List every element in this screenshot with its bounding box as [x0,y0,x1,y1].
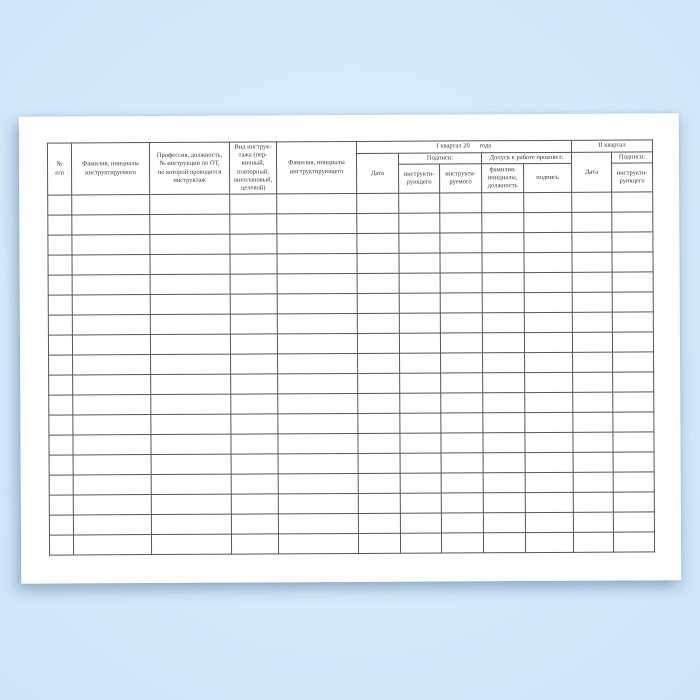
empty-cell [400,373,441,393]
empty-cell [573,452,613,472]
empty-cell [524,192,572,212]
empty-cell [73,355,151,375]
empty-cell [399,313,440,333]
empty-cell [150,294,230,314]
empty-cell [49,475,73,495]
empty-cell [483,473,525,493]
empty-cell [525,512,573,532]
empty-cell [151,374,231,394]
empty-cell [73,475,151,495]
empty-cell [277,294,357,314]
empty-cell [72,195,150,215]
empty-cell [440,213,482,233]
table-row [49,532,654,555]
empty-cell [482,333,524,353]
empty-cell [151,354,231,374]
empty-cell [613,392,654,412]
empty-cell [231,494,278,514]
empty-cell [151,434,231,454]
empty-cell [524,332,572,352]
empty-cell [399,273,440,293]
empty-cell [73,535,151,555]
empty-cell [231,534,278,554]
empty-cell [573,372,613,392]
instruction-log-table [47,139,655,555]
empty-cell [613,452,654,472]
header-work-admission: Допуск к работе произвел: [481,152,571,164]
empty-cell [440,193,482,213]
header-quarter-2: II квартал [571,140,652,152]
empty-cell [357,253,399,273]
empty-cell [573,532,613,552]
empty-cell [150,254,230,274]
empty-cell [482,253,524,273]
empty-cell [573,512,613,532]
empty-cell [612,252,653,272]
empty-cell [230,274,277,294]
empty-cell [400,493,441,513]
empty-cell [483,453,525,473]
empty-cell [440,253,482,273]
empty-cell [525,412,573,432]
empty-cell [48,295,72,315]
empty-cell [278,454,358,474]
empty-cell [49,495,73,515]
empty-cell [572,252,612,272]
empty-cell [358,533,400,553]
empty-cell [613,432,654,452]
empty-cell [231,414,278,434]
empty-cell [482,193,524,213]
journal-body [48,192,655,555]
empty-cell [441,393,483,413]
empty-cell [483,353,525,373]
empty-cell [440,313,482,333]
empty-cell [151,514,231,534]
empty-cell [278,494,358,514]
empty-cell [525,372,573,392]
empty-cell [613,352,654,372]
empty-cell [612,312,653,332]
empty-cell [357,333,399,353]
empty-cell [72,255,150,275]
empty-cell [151,414,231,434]
empty-cell [357,193,399,213]
empty-cell [72,235,150,255]
empty-cell [358,393,400,413]
empty-cell [48,215,72,235]
empty-cell [278,394,358,414]
empty-cell [49,375,73,395]
empty-cell [482,213,524,233]
empty-cell [231,454,278,474]
empty-cell [277,334,357,354]
header-date-q2: Дата [571,152,611,192]
journal-page [19,113,681,583]
empty-cell [357,213,399,233]
header-row-number: № п/п [47,143,71,195]
empty-cell [49,435,73,455]
empty-cell [400,453,441,473]
empty-cell [150,214,230,234]
header-date-q1: Дата [356,153,398,193]
empty-cell [613,532,654,552]
empty-cell [524,212,572,232]
empty-cell [525,492,573,512]
empty-cell [151,474,231,494]
empty-cell [400,513,441,533]
empty-cell [524,232,572,252]
empty-cell [483,533,525,553]
empty-cell [525,472,573,492]
empty-cell [399,333,440,353]
empty-cell [358,353,400,373]
empty-cell [524,252,572,272]
empty-cell [358,413,400,433]
empty-cell [230,314,277,334]
empty-cell [231,374,278,394]
empty-cell [278,534,358,554]
empty-cell [278,354,358,374]
empty-cell [72,335,150,355]
empty-cell [358,493,400,513]
empty-cell [612,272,653,292]
empty-cell [73,395,151,415]
empty-cell [277,214,357,234]
empty-cell [441,513,483,533]
empty-cell [72,295,150,315]
empty-cell [613,492,654,512]
header-instructor-name: Фамилия, инициалы инструктирующего [276,141,356,194]
empty-cell [612,232,653,252]
empty-cell [48,335,72,355]
empty-cell [441,453,483,473]
empty-cell [277,274,357,294]
empty-cell [482,233,524,253]
empty-cell [277,194,357,214]
empty-cell [49,535,73,555]
empty-cell [613,372,654,392]
empty-cell [573,412,613,432]
header-signature-instructed: инструкти- руемого [440,164,482,193]
empty-cell [278,374,358,394]
empty-cell [277,254,357,274]
empty-cell [231,514,278,534]
empty-cell [399,293,440,313]
empty-cell [524,312,572,332]
empty-cell [525,432,573,452]
empty-cell [49,355,73,375]
empty-cell [358,373,400,393]
empty-cell [482,293,524,313]
empty-cell [48,195,72,215]
empty-cell [278,414,358,434]
empty-cell [399,193,440,213]
empty-cell [230,334,277,354]
empty-cell [231,434,278,454]
empty-cell [440,273,482,293]
empty-cell [524,292,572,312]
header-instruction-type: Вид инструк- тажа (пер- вичный, повторный, внеплановый, целевой) [229,142,276,194]
header-signature-instructor-q2: инструкти- рующего [612,163,653,192]
empty-cell [277,234,357,254]
empty-cell [612,192,653,212]
empty-cell [483,393,525,413]
empty-cell [357,233,399,253]
empty-cell [441,493,483,513]
empty-cell [357,313,399,333]
empty-cell [573,392,613,412]
empty-cell [572,312,612,332]
empty-cell [48,255,72,275]
empty-cell [525,352,573,372]
empty-cell [278,514,358,534]
header-quarter-1: I квартал 20 года [356,140,571,153]
empty-cell [441,373,483,393]
empty-cell [150,194,230,214]
empty-cell [49,515,73,535]
empty-cell [573,492,613,512]
empty-cell [399,233,440,253]
empty-cell [524,272,572,292]
empty-cell [230,214,277,234]
empty-cell [613,412,654,432]
empty-cell [278,434,358,454]
empty-cell [49,455,73,475]
empty-cell [573,352,613,372]
empty-cell [72,275,150,295]
empty-cell [278,474,358,494]
empty-cell [48,315,72,335]
empty-cell [612,292,653,312]
empty-cell [440,333,482,353]
empty-cell [230,254,277,274]
empty-cell [440,293,482,313]
table-header [47,140,652,195]
empty-cell [399,253,440,273]
empty-cell [483,513,525,533]
empty-cell [400,473,441,493]
empty-cell [150,274,230,294]
empty-cell [572,192,612,212]
empty-cell [613,512,654,532]
empty-cell [277,314,357,334]
empty-cell [572,232,612,252]
empty-cell [441,433,483,453]
empty-cell [358,433,400,453]
empty-cell [48,235,72,255]
empty-cell [358,453,400,473]
empty-cell [151,494,231,514]
empty-cell [525,392,573,412]
empty-cell [49,415,73,435]
header-signatures-q2: Подписи: [611,152,652,163]
empty-cell [573,432,613,452]
empty-cell [357,293,399,313]
empty-cell [612,332,653,352]
empty-cell [48,275,72,295]
empty-cell [230,294,277,314]
empty-cell [525,452,573,472]
empty-cell [73,515,151,535]
empty-cell [613,472,654,492]
header-admission-signature: подпись [524,163,572,192]
empty-cell [358,473,400,493]
empty-cell [612,212,653,232]
empty-cell [72,215,150,235]
empty-cell [441,533,483,553]
empty-cell [73,375,151,395]
empty-cell [150,234,230,254]
header-signature-instructor: инструкти- рующего [399,164,440,193]
empty-cell [483,373,525,393]
empty-cell [525,532,573,552]
empty-cell [482,313,524,333]
empty-cell [400,393,441,413]
header-profession: Профессия, должность, № инструкции по ОТ, по которой проводится инструктаж [149,142,229,195]
empty-cell [400,433,441,453]
empty-cell [151,454,231,474]
empty-cell [357,273,399,293]
empty-cell [572,292,612,312]
empty-cell [482,273,524,293]
empty-cell [399,213,440,233]
empty-cell [151,534,231,554]
empty-cell [483,433,525,453]
empty-cell [231,394,278,414]
empty-cell [572,212,612,232]
empty-cell [73,435,151,455]
empty-cell [72,315,150,335]
empty-cell [483,413,525,433]
empty-cell [49,395,73,415]
empty-cell [573,472,613,492]
empty-cell [230,194,277,214]
empty-cell [572,332,612,352]
empty-cell [150,334,230,354]
empty-cell [400,533,441,553]
empty-cell [483,493,525,513]
empty-cell [572,272,612,292]
empty-cell [73,455,151,475]
empty-cell [231,474,278,494]
empty-cell [151,394,231,414]
header-admission-person: фамилия, инициалы, должность [482,164,524,193]
empty-cell [400,413,441,433]
empty-cell [441,473,483,493]
empty-cell [400,353,441,373]
empty-cell [358,513,400,533]
empty-cell [73,495,151,515]
header-signatures-q1: Подписи: [398,153,481,165]
header-instructed-name: Фамилия, инициалы инструктируемого [71,143,149,196]
empty-cell [73,415,151,435]
empty-cell [441,413,483,433]
empty-cell [231,354,278,374]
empty-cell [230,234,277,254]
empty-cell [440,233,482,253]
empty-cell [441,353,483,373]
empty-cell [150,314,230,334]
